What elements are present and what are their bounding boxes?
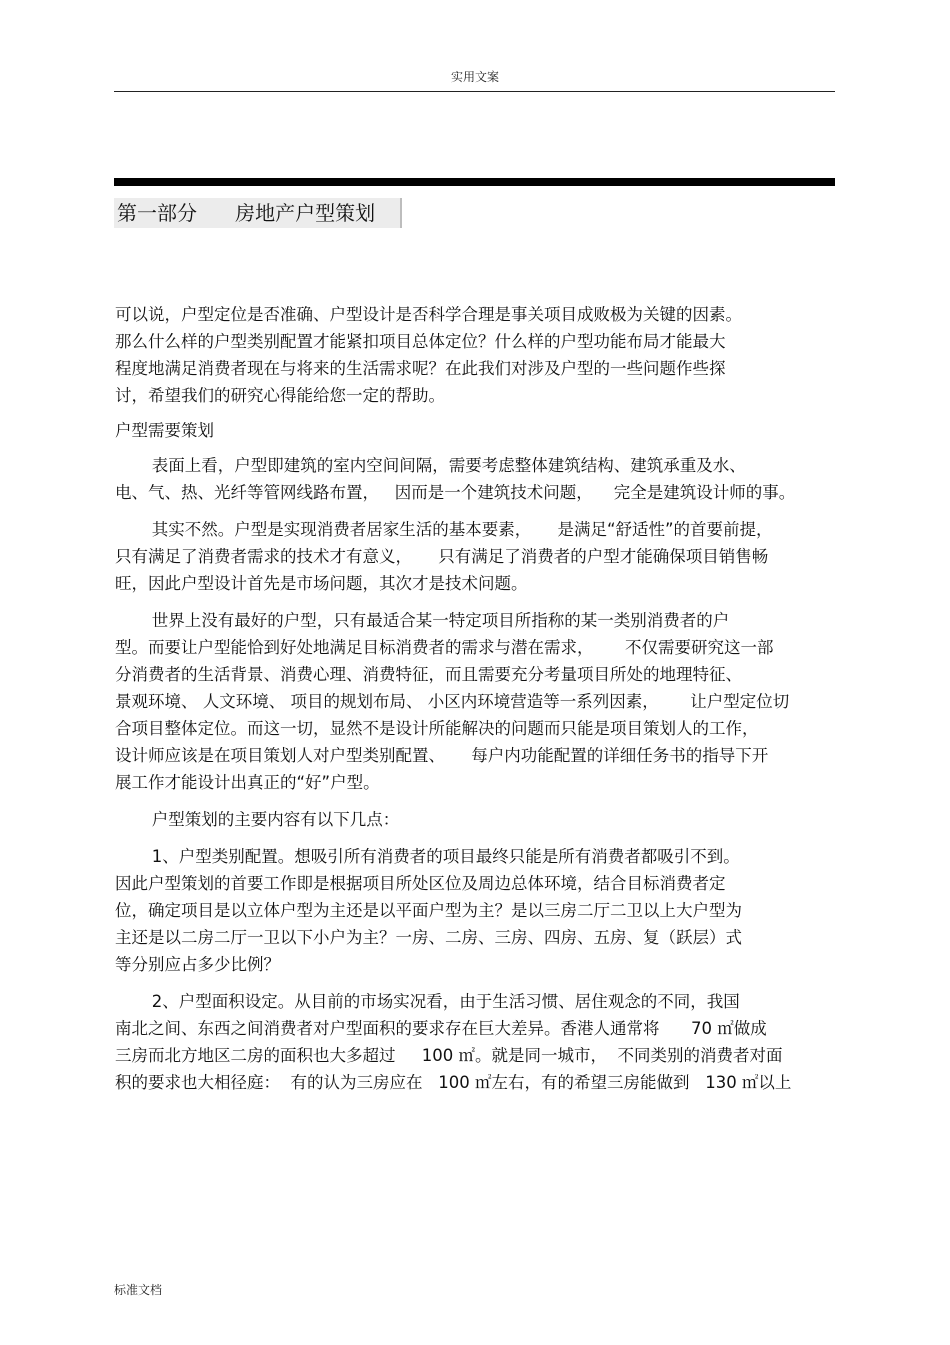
paragraph <box>115 516 835 597</box>
paragraph-spacer <box>115 978 835 988</box>
paragraph <box>115 452 835 506</box>
header-divider <box>114 91 835 92</box>
paragraph-spacer <box>115 833 835 843</box>
text-line: 旺，因此户型设计首先是市场问题，其次才是技术问题。 <box>115 574 528 593</box>
paragraph <box>115 843 835 978</box>
text-line: 主还是以二房二厅一卫以下小户为主？一房、二房、三房、四房、五房、复（跃层）式 <box>115 928 742 947</box>
paragraph <box>115 607 835 796</box>
document-body <box>115 301 835 1096</box>
text-line: 南北之间、东西之间消费者对户型面积的要求存在巨大差异。香港人通常将 70 ㎡做成 <box>115 1019 767 1038</box>
paragraph <box>115 417 835 444</box>
text-line: 等分别应占多少比例？ <box>115 955 280 974</box>
text-line: 设计师应该是在项目策划人对户型类别配置、 每户内功能配置的详细任务书的指导下开 <box>115 746 769 765</box>
text-line: 因此户型策划的首要工作即是根据项目所处区位及周边总体环境，结合目标消费者定 <box>115 874 726 893</box>
page-header-title: 实用文案 <box>450 70 499 84</box>
paragraph-spacer <box>115 597 835 607</box>
text-line: 户型需要策划 <box>115 421 214 440</box>
text-line: 程度地满足消费者现在与将来的生活需求呢？在此我们对涉及户型的一些问题作些探 <box>115 359 726 378</box>
text-line: 其实不然。户型是实现消费者居家生活的基本要素， 是满足“舒适性”的首要前提， <box>115 520 773 539</box>
paragraph-spacer <box>115 444 835 452</box>
text-line: 位，确定项目是以立体户型为主还是以平面户型为主？是以三房二厅二卫以上大户型为 <box>115 901 742 920</box>
paragraph-spacer <box>115 409 835 417</box>
text-line: 2、户型面积设定。从目前的市场实况看，由于生活习惯、居住观念的不同，我国 <box>115 992 740 1011</box>
text-line: 表面上看，户型即建筑的室内空间间隔，需要考虑整体建筑结构、建筑承重及水、 <box>115 456 746 475</box>
text-line: 分消费者的生活背景、消费心理、消费特征，而且需要充分考量项目所处的地理特征、 <box>115 665 742 684</box>
text-line: 1、户型类别配置。想吸引所有消费者的项目最终只能是所有消费者都吸引不到。 <box>115 847 740 866</box>
text-line: 只有满足了消费者需求的技术才有意义， 只有满足了消费者的户型才能确保项目销售畅 <box>115 547 769 566</box>
paragraph <box>115 806 835 833</box>
section-divider <box>114 178 835 186</box>
text-line: 户型策划的主要内容有以下几点： <box>115 810 400 829</box>
text-line: 电、气、热、光纤等管网线路布置， 因而是一个建筑技术问题， 完全是建筑设计师的事。 <box>115 483 796 502</box>
text-line: 型。而要让户型能恰到好处地满足目标消费者的需求与潜在需求， 不仅需要研究这一部 <box>115 638 774 657</box>
text-line: 景观环境、 人文环境、 项目的规划布局、 小区内环境营造等一系列因素， 让户型定位切 <box>115 692 790 711</box>
paragraph-spacer <box>115 506 835 516</box>
text-line: 三房而北方地区二房的面积也大多超过 100 ㎡。就是同一城市， 不同类别的消费者对面 <box>115 1046 783 1065</box>
text-line: 世界上没有最好的户型，只有最适合某一特定项目所指称的某一类别消费者的户 <box>115 611 730 630</box>
text-line: 讨，希望我们的研究心得能给您一定的帮助。 <box>115 386 445 405</box>
text-line: 合项目整体定位。而这一切，显然不是设计所能解决的问题而只能是项目策划人的工作， <box>115 719 759 738</box>
text-line: 可以说，户型定位是否准确、户型设计是否科学合理是事关项目成败极为关键的因素。 <box>115 305 742 324</box>
text-line: 展工作才能设计出真正的“好”户型。 <box>115 773 380 792</box>
paragraph-spacer <box>115 796 835 806</box>
section-title: 第一部分 房地产户型策划 <box>114 198 402 228</box>
page-footer-text: 标准文档 <box>114 1283 163 1297</box>
paragraph <box>115 301 835 409</box>
paragraph <box>115 988 835 1096</box>
text-line: 积的要求也大相径庭： 有的认为三房应在 100 ㎡左右，有的希望三房能做到 130 ㎡以上 <box>115 1073 792 1092</box>
text-line: 那么什么样的户型类别配置才能紧扣项目总体定位？什么样的户型功能布局才能最大 <box>115 332 726 351</box>
